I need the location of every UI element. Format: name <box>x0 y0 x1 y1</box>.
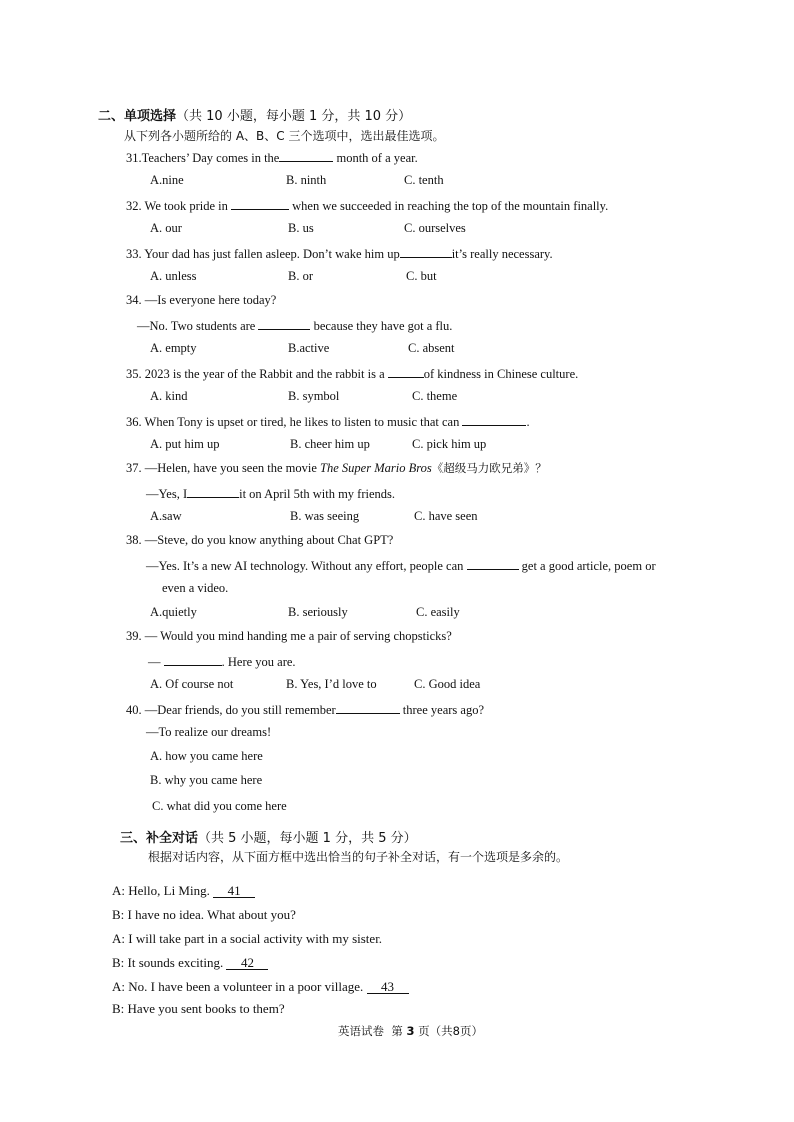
footer-subject: 英语试卷 <box>338 1024 384 1038</box>
answer-blank <box>462 414 526 426</box>
answer-blank <box>388 366 424 378</box>
answer-blank <box>400 246 452 258</box>
q40-option-b: B. why you came here <box>150 773 263 787</box>
q37-option-b: B. was seeing <box>290 509 360 523</box>
q40-option-a: A. how you came here <box>150 749 263 763</box>
dialogue-blank-41: 41 <box>213 884 255 898</box>
question-34-line-1: 34. —Is everyone here today? <box>126 293 277 307</box>
section-3-instruction: 根据对话内容，从下面方框中选出恰当的句子补全对话，有一个选项是多余的。 <box>148 850 569 864</box>
q38-option-b: B. seriously <box>288 605 348 619</box>
q34-option-b: B.active <box>288 341 330 355</box>
dialogue-line-4 <box>112 956 268 970</box>
question-31 <box>126 150 418 165</box>
question-37-stem-c: it on April 5th with my friends. <box>239 487 396 501</box>
question-33 <box>126 246 553 261</box>
answer-blank <box>231 198 289 210</box>
q36-option-c: C. pick him up <box>412 437 487 451</box>
dialogue-line-1 <box>112 884 255 898</box>
question-38-line-1: 38. —Steve, do you know anything about Chat GPT? <box>126 533 394 547</box>
question-38-line-3: even a video. <box>162 581 229 595</box>
section-3-heading <box>120 832 417 845</box>
q31-option-a: A.nine <box>150 173 184 187</box>
dialogue-text: B: It sounds exciting. <box>112 955 224 970</box>
answer-blank <box>164 654 222 666</box>
q32-option-a: A. our <box>150 221 182 235</box>
answer-blank <box>467 558 519 570</box>
footer-total-pages: （共8页） <box>429 1024 483 1038</box>
question-39-stem: . Here you are. <box>221 655 296 669</box>
answer-blank <box>187 486 239 498</box>
q31-option-c: C. tenth <box>404 173 444 187</box>
question-36-stem-b: . <box>526 415 530 429</box>
section-2-heading <box>98 110 411 123</box>
q38-option-a: A.quietly <box>150 605 197 619</box>
dialogue-blank-42: 42 <box>226 956 268 970</box>
question-36-stem-a: 36. When Tony is upset or tired, he likes to listen to music that can <box>126 415 460 429</box>
question-38-line-2 <box>146 558 656 573</box>
q37-option-c: C. have seen <box>414 509 478 523</box>
dialogue-line-5 <box>112 980 409 994</box>
question-33-stem-a: 33. Your dad has just fallen asleep. Don’t wake him up <box>126 247 400 261</box>
q31-option-b: B. ninth <box>286 173 327 187</box>
q38-option-c: C. easily <box>416 605 460 619</box>
question-33-stem-b: it’s really necessary. <box>451 247 553 261</box>
question-37-stem-a: 37. —Helen, have you seen the movie <box>126 461 317 475</box>
q32-option-b: B. us <box>288 221 314 235</box>
question-39-line-2 <box>148 654 296 669</box>
question-31-stem-a: 31.Teachers’ Day comes in the <box>126 151 280 165</box>
question-32-stem-a: 32. We took pride in <box>126 199 228 213</box>
q37-option-a: A.saw <box>150 509 182 523</box>
question-34-stem-b: because they have got a flu. <box>313 319 453 333</box>
q40-option-c: C. what did you come here <box>152 799 287 813</box>
dialogue-blank-43: 43 <box>367 980 409 994</box>
q39-option-a: A. Of course not <box>150 677 234 691</box>
question-35-stem-a: 35. 2023 is the year of the Rabbit and the rabbit is a <box>126 367 385 381</box>
question-40-line-2: —To realize our dreams! <box>146 725 272 739</box>
dialogue-line-6: B: Have you sent books to them? <box>112 1001 285 1016</box>
q32-option-c: C. ourselves <box>404 221 466 235</box>
question-34-stem-a: —No. Two students are <box>137 319 256 333</box>
q34-option-a: A. empty <box>150 341 197 355</box>
section-2-title: 二、单项选择 <box>98 109 177 124</box>
question-40-line-1 <box>126 702 484 717</box>
q39-option-b: B. Yes, I’d love to <box>286 677 377 691</box>
q39-option-c: C. Good idea <box>414 677 481 691</box>
footer-di: 第 <box>391 1024 403 1038</box>
question-39-dash: — <box>148 655 161 669</box>
q35-option-c: C. theme <box>412 389 458 403</box>
movie-title-chinese: 《超级马力欧兄弟》？ <box>431 461 547 475</box>
footer-page-number: 3 <box>406 1024 415 1038</box>
page-footer <box>338 1026 483 1038</box>
question-37-stem-b: —Yes, I <box>146 487 188 501</box>
section-2-score: （共 10 小题，每小题 1 分，共 10 分） <box>176 109 412 124</box>
question-34-line-2 <box>137 318 452 333</box>
dialogue-line-2: B: I have no idea. What about you? <box>112 907 296 922</box>
question-38-stem-a: —Yes. It’s a new AI technology. Without any effort, people can <box>146 559 464 573</box>
movie-title: The Super Mario Bros <box>320 461 432 475</box>
section-3-title: 三、补全对话 <box>120 831 199 846</box>
question-40-stem-a: 40. —Dear friends, do you still remember <box>126 703 336 717</box>
question-37-line-2 <box>146 486 395 501</box>
question-39-line-1: 39. — Would you mind handing me a pair of serving chopsticks? <box>126 629 452 643</box>
question-32-stem-b: when we succeeded in reaching the top of the mountain finally. <box>292 199 609 213</box>
section-3-score: （共 5 小题，每小题 1 分，共 5 分） <box>198 831 417 846</box>
question-40-stem-b: three years ago? <box>402 703 484 717</box>
q35-option-b: B. symbol <box>288 389 340 403</box>
q34-option-c: C. absent <box>408 341 455 355</box>
question-31-stem-b: month of a year. <box>336 151 418 165</box>
footer-ye: 页 <box>418 1024 430 1038</box>
dialogue-text: A: No. I have been a volunteer in a poor village. <box>112 979 364 994</box>
section-2-instruction: 从下列各小题所给的 A、B、C 三个选项中，选出最佳选项。 <box>124 129 445 143</box>
dialogue-text: A: Hello, Li Ming. <box>112 883 210 898</box>
dialogue-line-3: A: I will take part in a social activity with my sister. <box>112 931 383 946</box>
question-38-stem-b: get a good article, poem or <box>521 559 656 573</box>
q33-option-a: A. unless <box>150 269 197 283</box>
q33-option-b: B. or <box>288 269 313 283</box>
question-37-line-1 <box>126 462 547 475</box>
question-35 <box>126 366 578 381</box>
answer-blank <box>336 702 400 714</box>
q36-option-b: B. cheer him up <box>290 437 370 451</box>
answer-blank <box>258 318 310 330</box>
question-35-stem-b: of kindness in Chinese culture. <box>423 367 579 381</box>
q35-option-a: A. kind <box>150 389 188 403</box>
q36-option-a: A. put him up <box>150 437 220 451</box>
answer-blank <box>279 150 333 162</box>
q33-option-c: C. but <box>406 269 437 283</box>
question-32 <box>126 198 608 213</box>
question-36 <box>126 414 530 429</box>
